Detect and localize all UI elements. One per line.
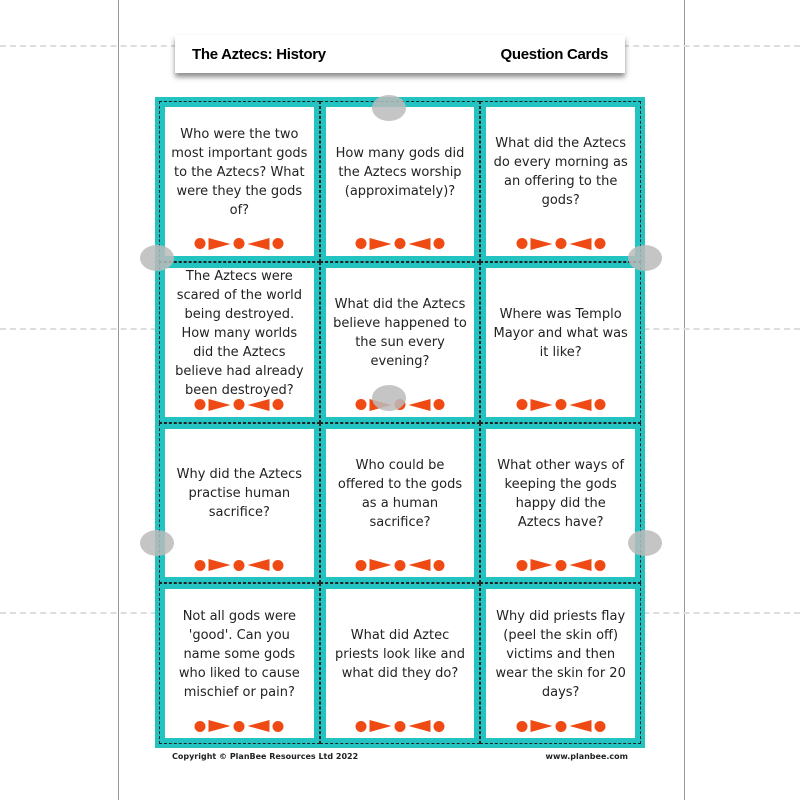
triangle-shape: [209, 559, 231, 571]
page-header: [175, 35, 625, 73]
triangle-shape: [248, 238, 270, 250]
triangle-shape: [209, 720, 231, 732]
question-text: Why did the Aztecs practise human sacrifice?: [176, 467, 303, 521]
triangle-shape: [369, 238, 391, 250]
question-text: What did Aztec priests look like and what did they do?: [334, 628, 466, 682]
dot-shape: [433, 399, 444, 410]
aztec-pattern-icon: [355, 720, 444, 732]
aztec-pattern-icon: [195, 238, 284, 250]
page-title: The Aztecs: History: [192, 45, 326, 63]
question-card: [320, 101, 481, 262]
dot-shape: [516, 721, 527, 732]
question-text: What other ways of keeping the gods happy did the Aztecs have?: [497, 457, 625, 530]
question-card: [480, 583, 641, 744]
dot-shape: [394, 721, 405, 732]
dot-shape: [555, 721, 566, 732]
question-text: Where was Templo Mayor and what was it like?: [493, 306, 628, 360]
triangle-shape: [408, 399, 430, 411]
dot-shape: [273, 399, 284, 410]
card-body: [165, 589, 314, 738]
card-body: [165, 268, 314, 417]
triangle-shape: [569, 238, 591, 250]
dot-shape: [355, 560, 366, 571]
dot-shape: [355, 399, 366, 410]
bee-icon: [628, 530, 662, 556]
triangle-shape: [408, 720, 430, 732]
aztec-pattern-icon: [355, 238, 444, 250]
dot-shape: [555, 560, 566, 571]
question-card: [159, 583, 320, 744]
question-card: [320, 423, 481, 584]
question-card: [159, 101, 320, 262]
question-card: [159, 423, 320, 584]
question-card: [480, 262, 641, 423]
dot-shape: [433, 238, 444, 249]
triangle-shape: [569, 559, 591, 571]
dot-shape: [273, 238, 284, 249]
triangle-shape: [530, 720, 552, 732]
bee-icon: [140, 245, 174, 271]
triangle-shape: [369, 720, 391, 732]
dot-shape: [273, 721, 284, 732]
question-card: [320, 583, 481, 744]
question-text: Why did priests flay (peel the skin off) victims and then wear the skin for 20 days?: [495, 609, 626, 701]
dot-shape: [234, 238, 245, 249]
aztec-pattern-icon: [195, 399, 284, 411]
bee-icon: [372, 385, 406, 411]
dot-shape: [594, 238, 605, 249]
dot-shape: [195, 399, 206, 410]
dot-shape: [394, 560, 405, 571]
dot-shape: [195, 238, 206, 249]
triangle-shape: [209, 399, 231, 411]
bee-icon: [628, 245, 662, 271]
dot-shape: [516, 399, 527, 410]
triangle-shape: [569, 720, 591, 732]
dot-shape: [355, 238, 366, 249]
question-text: Who could be offered to the gods as a human sacrifice?: [337, 457, 463, 530]
triangle-shape: [209, 238, 231, 250]
triangle-shape: [248, 399, 270, 411]
aztec-pattern-icon: [516, 720, 605, 732]
dot-shape: [273, 560, 284, 571]
dot-shape: [555, 399, 566, 410]
dot-shape: [594, 399, 605, 410]
dot-shape: [195, 560, 206, 571]
aztec-pattern-icon: [355, 559, 444, 571]
dot-shape: [516, 238, 527, 249]
dot-shape: [394, 238, 405, 249]
triangle-shape: [248, 720, 270, 732]
question-card: [159, 262, 320, 423]
triangle-shape: [248, 559, 270, 571]
card-body: [486, 107, 635, 256]
dot-shape: [433, 560, 444, 571]
triangle-shape: [530, 559, 552, 571]
dot-shape: [234, 399, 245, 410]
dot-shape: [234, 560, 245, 571]
card-body: [486, 429, 635, 578]
triangle-shape: [569, 399, 591, 411]
card-body: [486, 268, 635, 417]
card-body: [326, 589, 475, 738]
triangle-shape: [369, 559, 391, 571]
card-body: [326, 429, 475, 578]
card-body: [486, 589, 635, 738]
dot-shape: [234, 721, 245, 732]
aztec-pattern-icon: [516, 559, 605, 571]
question-text: The Aztecs were scared of the world being destroyed. How many worlds did the Aztecs believe had already been destroyed?: [175, 268, 304, 398]
page-subtitle: Question Cards: [500, 45, 608, 63]
dot-shape: [195, 721, 206, 732]
dot-shape: [555, 238, 566, 249]
card-body: [165, 107, 314, 256]
card-body: [165, 429, 314, 578]
question-card: [480, 101, 641, 262]
aztec-pattern-icon: [516, 238, 605, 250]
dot-shape: [433, 721, 444, 732]
dot-shape: [594, 721, 605, 732]
aztec-pattern-icon: [195, 559, 284, 571]
website-text: www.planbee.com: [545, 752, 628, 761]
dot-shape: [355, 721, 366, 732]
triangle-shape: [530, 238, 552, 250]
question-card: [480, 423, 641, 584]
aztec-pattern-icon: [195, 720, 284, 732]
question-text: Not all gods were 'good'. Can you name some gods who liked to cause mischief or pain?: [178, 609, 300, 701]
triangle-shape: [530, 399, 552, 411]
card-body: [326, 107, 475, 256]
question-text: How many gods did the Aztecs worship (approximately)?: [335, 145, 465, 199]
dot-shape: [594, 560, 605, 571]
bee-icon: [372, 95, 406, 121]
copyright-text: Copyright © PlanBee Resources Ltd 2022: [172, 752, 359, 761]
triangle-shape: [408, 559, 430, 571]
question-text: What did the Aztecs do every morning as an offering to the gods?: [493, 136, 628, 209]
triangle-shape: [408, 238, 430, 250]
question-text: Who were the two most important gods to the Aztecs? What were they the gods of?: [171, 126, 308, 218]
question-text: What did the Aztecs believe happened to the sun every evening?: [333, 297, 467, 370]
aztec-pattern-icon: [516, 399, 605, 411]
bee-icon: [140, 530, 174, 556]
dot-shape: [516, 560, 527, 571]
question-card-grid: [155, 97, 645, 748]
